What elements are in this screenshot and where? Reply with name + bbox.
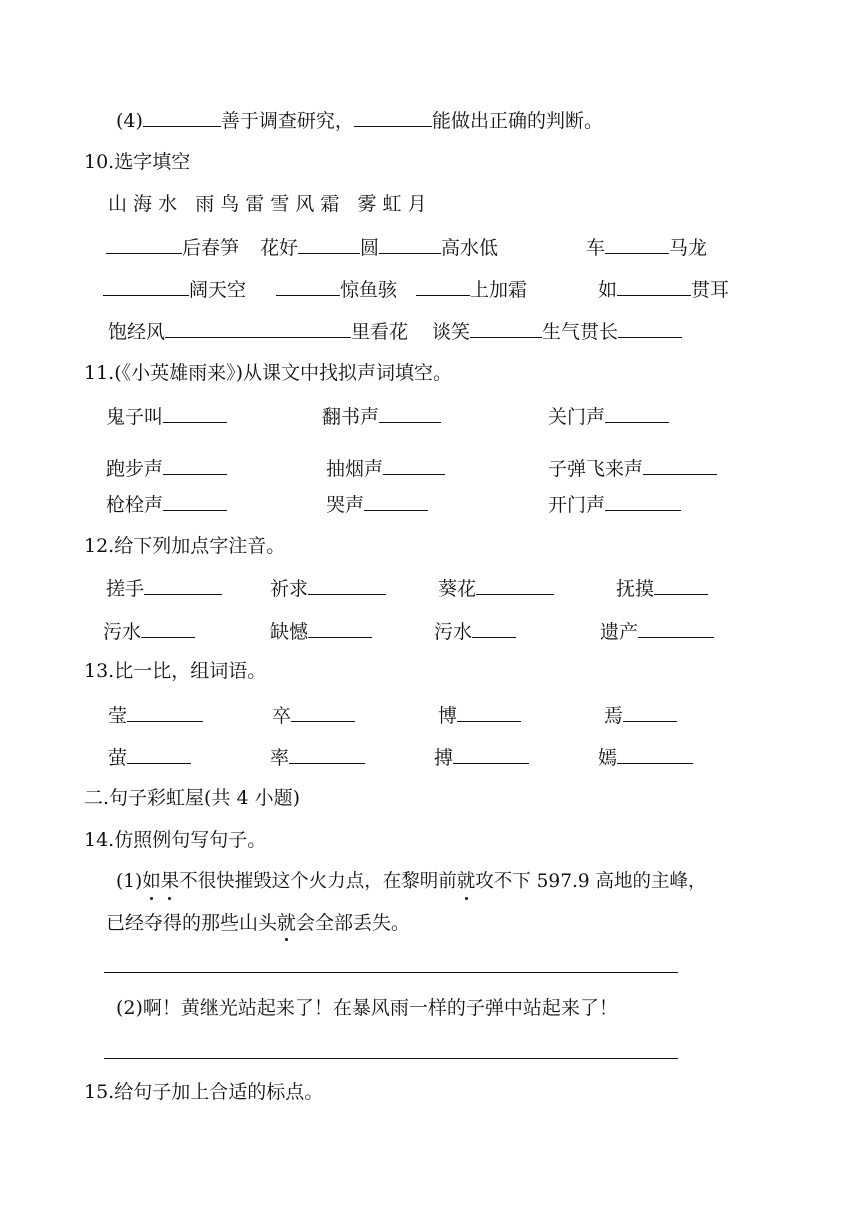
q13-title: 13.比一比，组词语。 bbox=[84, 660, 267, 682]
blank[interactable] bbox=[127, 703, 203, 722]
q9-text: 能做出正确的判断。 bbox=[431, 110, 603, 132]
idiom-text: 上加霜 bbox=[470, 279, 528, 301]
item-label: 枪栓声 bbox=[106, 494, 164, 516]
idiom-text: 里看花 bbox=[351, 321, 409, 343]
blank[interactable] bbox=[643, 456, 717, 475]
item-label: 翻书声 bbox=[322, 406, 380, 428]
q10-idiom bbox=[598, 277, 729, 301]
item-label: 污水 bbox=[434, 621, 473, 643]
item-label: 率 bbox=[270, 747, 290, 769]
q12-item bbox=[103, 619, 195, 643]
blank[interactable] bbox=[379, 235, 441, 254]
q9-number: (4) bbox=[116, 110, 143, 132]
q11-item bbox=[326, 492, 428, 516]
q12-item bbox=[270, 576, 386, 600]
q10-idiom bbox=[586, 235, 707, 259]
blank[interactable] bbox=[106, 235, 182, 254]
q11-title: 11.(《小英雄雨来》)从课文中找拟声词填空。 bbox=[84, 362, 453, 384]
idiom-text: 后春笋 bbox=[182, 237, 240, 259]
q10-idiom bbox=[276, 277, 397, 301]
blank[interactable] bbox=[605, 492, 681, 511]
blank[interactable] bbox=[638, 619, 714, 638]
item-label: 葵花 bbox=[438, 578, 477, 600]
q14-example-1-line2 bbox=[106, 912, 410, 934]
q15-title: 15.给句子加上合适的标点。 bbox=[84, 1081, 324, 1103]
blank[interactable] bbox=[364, 492, 428, 511]
q13-item bbox=[108, 745, 191, 769]
item-label: 开门声 bbox=[548, 494, 606, 516]
blank[interactable] bbox=[476, 576, 554, 595]
idiom-text: 马龙 bbox=[669, 237, 708, 259]
item-label: 缺憾 bbox=[270, 621, 309, 643]
q10-title: 10.选字填空 bbox=[84, 151, 191, 173]
q10-idiom bbox=[432, 319, 682, 343]
blank[interactable] bbox=[143, 108, 221, 127]
blank[interactable] bbox=[654, 576, 708, 595]
idiom-text: 惊鱼骇 bbox=[340, 279, 398, 301]
item-label: 搓手 bbox=[106, 578, 145, 600]
blank[interactable] bbox=[605, 404, 669, 423]
text: 会全部丢失。 bbox=[296, 912, 411, 934]
blank[interactable] bbox=[354, 108, 432, 127]
q12-item bbox=[434, 619, 516, 643]
blank[interactable] bbox=[416, 277, 470, 296]
text: 不很快摧毁这个火力点，在黎明前 bbox=[179, 871, 457, 892]
q12-item bbox=[270, 619, 372, 643]
item-label: 抽烟声 bbox=[326, 458, 384, 480]
idiom-text: 车 bbox=[586, 237, 606, 259]
q11-item bbox=[326, 456, 445, 480]
q12-item bbox=[106, 576, 222, 600]
item-label: 博 bbox=[438, 705, 458, 727]
item-label: 卒 bbox=[272, 705, 292, 727]
q13-item bbox=[272, 703, 355, 727]
blank[interactable] bbox=[453, 745, 529, 764]
q9-line4 bbox=[116, 108, 603, 132]
idiom-text: 生气贯长 bbox=[542, 321, 619, 343]
q10-idiom bbox=[416, 277, 527, 301]
item-label: 祈求 bbox=[270, 578, 309, 600]
q13-item bbox=[438, 703, 521, 727]
blank[interactable] bbox=[617, 277, 691, 296]
blank[interactable] bbox=[379, 404, 441, 423]
text: 已经夺得的那些山头 bbox=[106, 912, 278, 934]
idiom-text: 谈笑 bbox=[432, 321, 471, 343]
q14-example-2: (2)啊！黄继光站起来了！在暴风雨一样的子弹中站起来了！ bbox=[116, 997, 618, 1019]
q14-example-1-line1 bbox=[116, 871, 707, 893]
q12-item bbox=[600, 619, 714, 643]
q11-item bbox=[322, 404, 441, 428]
blank[interactable] bbox=[163, 404, 227, 423]
blank[interactable] bbox=[308, 619, 372, 638]
item-label: 关门声 bbox=[548, 406, 606, 428]
dotted-char: 如 bbox=[142, 871, 161, 892]
blank[interactable] bbox=[165, 319, 351, 338]
blank[interactable] bbox=[163, 492, 227, 511]
q10-idiom bbox=[106, 235, 239, 259]
q11-item bbox=[106, 492, 227, 516]
item-label: 哭声 bbox=[326, 494, 365, 516]
q12-item bbox=[438, 576, 554, 600]
dotted-char: 就 bbox=[277, 912, 297, 934]
item-label: 嫣 bbox=[598, 747, 618, 769]
q10-char-options: 山 海 水 雨 鸟 雷 雪 风 霜 雾 虹 月 bbox=[108, 193, 427, 215]
item-label: 子弹飞来声 bbox=[548, 458, 644, 480]
blank[interactable] bbox=[457, 703, 521, 722]
blank[interactable] bbox=[289, 745, 365, 764]
blank[interactable] bbox=[617, 745, 693, 764]
q14-title: 14.仿照例句写句子。 bbox=[84, 829, 267, 851]
blank[interactable] bbox=[470, 319, 542, 338]
q13-item bbox=[270, 745, 365, 769]
answer-line[interactable] bbox=[104, 1058, 678, 1059]
idiom-text: 圆 bbox=[360, 237, 380, 259]
q12-title: 12.给下列加点字注音。 bbox=[84, 535, 286, 557]
blank[interactable] bbox=[127, 745, 191, 764]
blank[interactable] bbox=[163, 456, 227, 475]
q9-text: 善于调查研究， bbox=[220, 110, 354, 132]
text: (1) bbox=[116, 871, 143, 892]
q13-item bbox=[604, 703, 677, 727]
blank[interactable] bbox=[298, 235, 360, 254]
idiom-text: 阔天空 bbox=[189, 279, 247, 301]
item-label: 萤 bbox=[108, 747, 128, 769]
item-label: 鬼子叫 bbox=[106, 406, 164, 428]
item-label: 莹 bbox=[108, 705, 128, 727]
q13-item bbox=[434, 745, 529, 769]
q11-item bbox=[106, 404, 227, 428]
q12-item bbox=[616, 576, 708, 600]
q10-idiom bbox=[260, 235, 498, 259]
blank[interactable] bbox=[308, 576, 386, 595]
item-label: 焉 bbox=[604, 705, 624, 727]
blank[interactable] bbox=[141, 619, 195, 638]
idiom-text: 贯耳 bbox=[691, 279, 730, 301]
item-label: 抚摸 bbox=[616, 578, 655, 600]
item-label: 跑步声 bbox=[106, 458, 164, 480]
blank[interactable] bbox=[103, 277, 189, 296]
item-label: 污水 bbox=[103, 621, 142, 643]
q13-item bbox=[108, 703, 203, 727]
blank[interactable] bbox=[291, 703, 355, 722]
answer-line[interactable] bbox=[104, 972, 678, 973]
text: 攻不下 597.9 高地的主峰， bbox=[475, 871, 707, 892]
item-label: 搏 bbox=[434, 747, 454, 769]
blank[interactable] bbox=[472, 619, 516, 638]
blank[interactable] bbox=[623, 703, 677, 722]
q11-item bbox=[106, 456, 227, 480]
q11-item bbox=[548, 492, 681, 516]
section-title: 二.句子彩虹屋(共 4 小题) bbox=[84, 787, 301, 809]
idiom-text: 饱经风 bbox=[108, 321, 166, 343]
q10-idiom bbox=[108, 319, 408, 343]
dotted-char: 果 bbox=[160, 871, 180, 892]
dotted-char: 就 bbox=[456, 871, 476, 892]
q10-idiom bbox=[103, 277, 246, 301]
blank[interactable] bbox=[618, 319, 682, 338]
q11-item bbox=[548, 456, 717, 480]
idiom-text: 花好 bbox=[260, 237, 299, 259]
blank[interactable] bbox=[276, 277, 340, 296]
q11-item bbox=[548, 404, 669, 428]
idiom-text: 如 bbox=[598, 279, 618, 301]
blank[interactable] bbox=[605, 235, 669, 254]
blank[interactable] bbox=[144, 576, 222, 595]
blank[interactable] bbox=[383, 456, 445, 475]
item-label: 遗产 bbox=[600, 621, 639, 643]
idiom-text: 高水低 bbox=[441, 237, 499, 259]
q13-item bbox=[598, 745, 693, 769]
